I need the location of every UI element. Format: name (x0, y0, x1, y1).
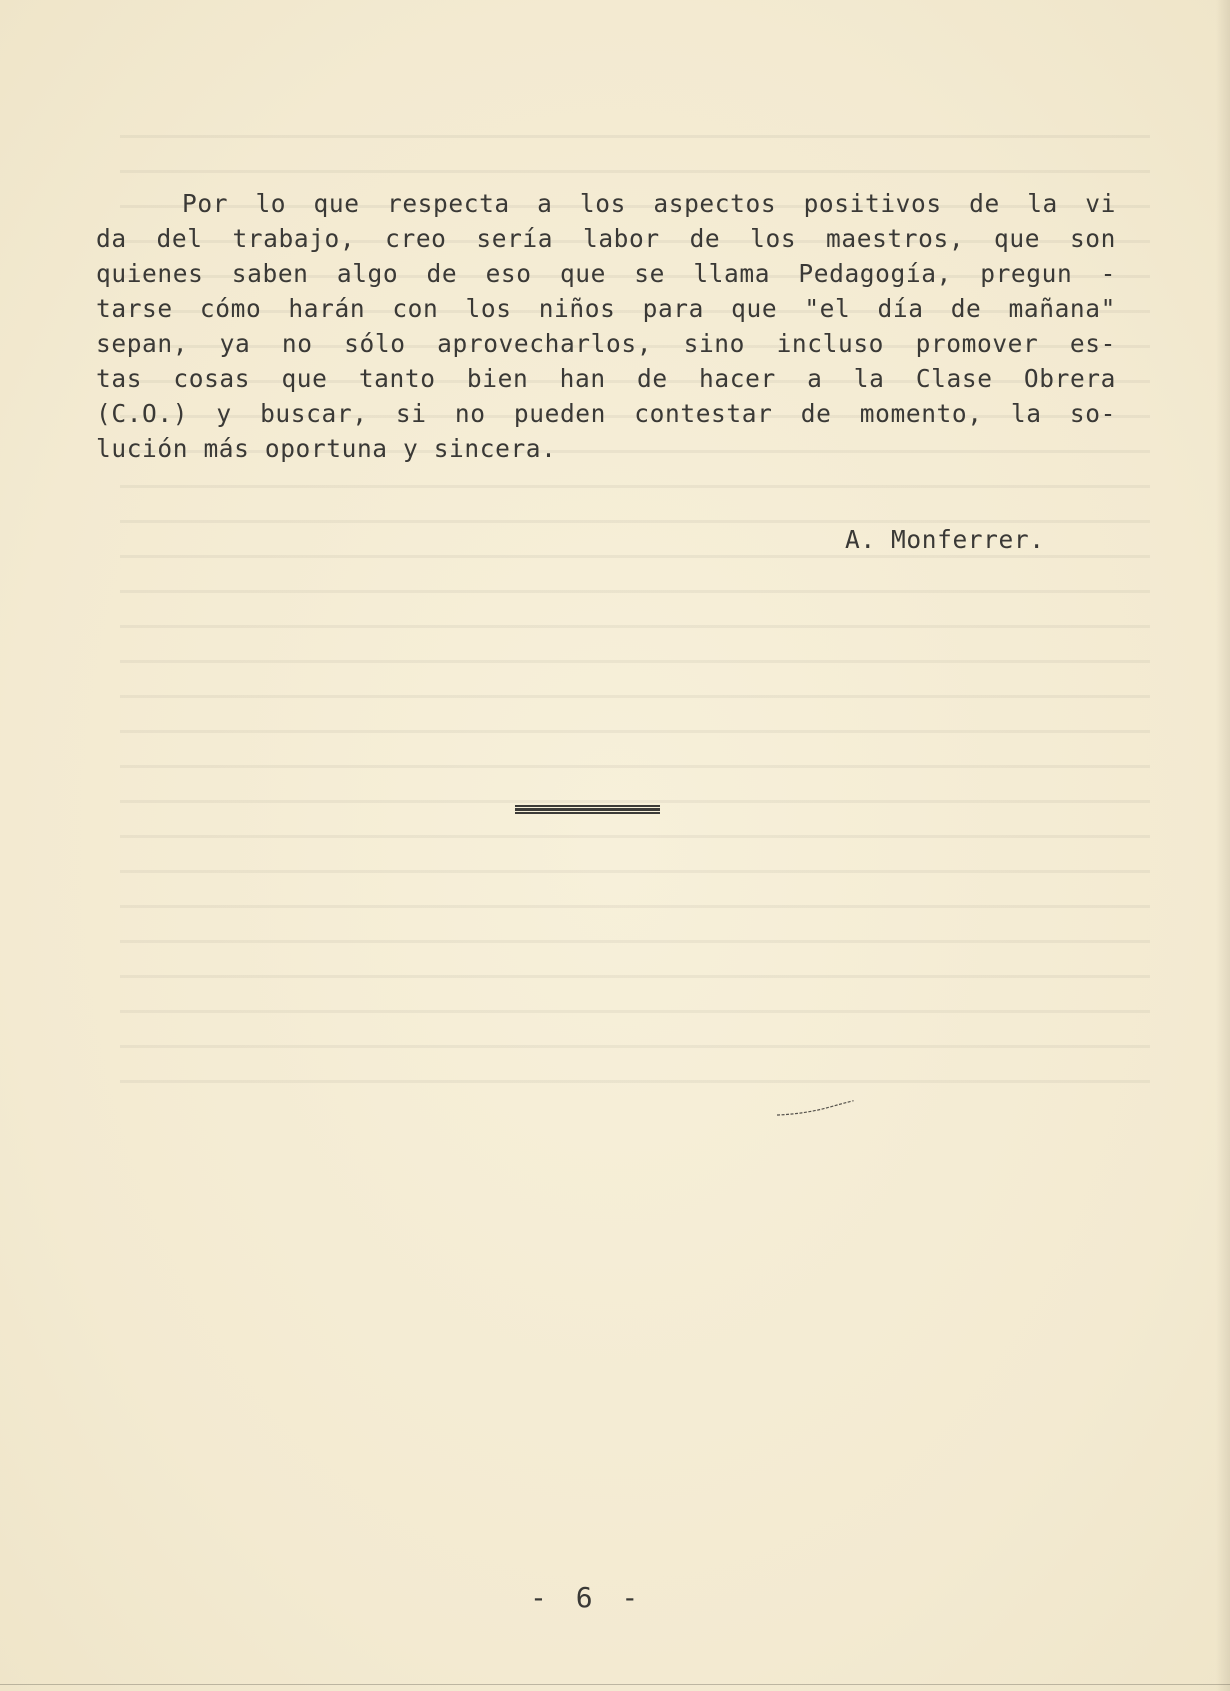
page-bottom-edge (0, 1684, 1230, 1685)
page-edge-shadow (1216, 0, 1230, 1691)
section-divider (515, 805, 660, 814)
body-paragraph (96, 186, 1116, 466)
divider-bar (515, 808, 660, 811)
paragraph-line: da del trabajo, creo sería labor de los maestros, que son (96, 224, 1116, 253)
paragraph-line: Por lo que respecta a los aspectos positivos de la vi (182, 189, 1116, 218)
pen-stroke-mark (775, 1097, 855, 1119)
author-signature: A. Monferrer. (845, 525, 1045, 554)
paragraph-line: sepan, ya no sólo aprovecharlos, sino incluso promover es- (96, 329, 1116, 358)
paragraph-line: quienes saben algo de eso que se llama Pedagogía, pregun - (96, 259, 1116, 288)
divider-bar (515, 805, 660, 807)
paragraph-line: tas cosas que tanto bien han de hacer a la Clase Obrera (96, 364, 1116, 393)
divider-bar (515, 812, 660, 814)
paragraph-line: (C.O.) y buscar, si no pueden contestar de momento, la so- (96, 399, 1116, 428)
page-number: - 6 - (530, 1581, 645, 1614)
paragraph-line: tarse cómo harán con los niños para que "el día de mañana" (96, 294, 1116, 323)
paragraph-line: lución más oportuna y sincera. (96, 434, 557, 463)
